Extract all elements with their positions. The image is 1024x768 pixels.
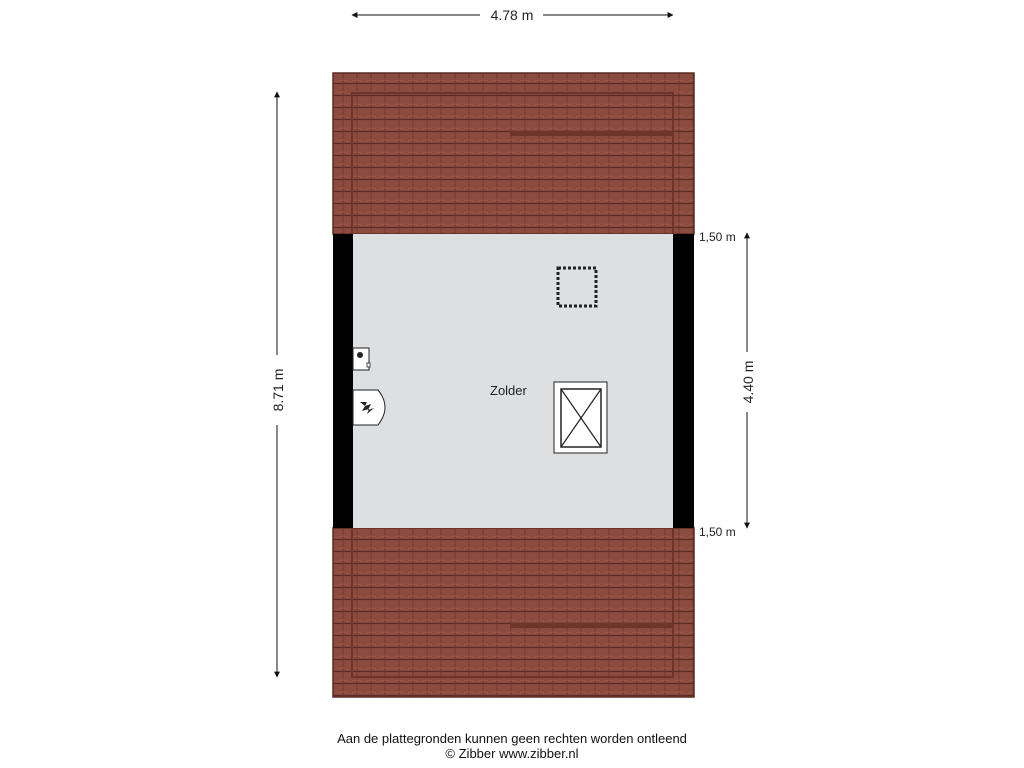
disclaimer-text: Aan de plattegronden kunnen geen rechten worden ontleend: [337, 731, 687, 746]
room-floor: [333, 234, 694, 528]
dimension-height: [270, 92, 286, 677]
dimension-width-label: 4.78 m: [490, 7, 534, 23]
stair-opening: [554, 382, 607, 453]
dimension-height-label: 8.71 m: [270, 368, 286, 412]
dimension-interior: [699, 230, 756, 539]
roof-bottom: [333, 528, 694, 697]
dimension-interior-label: 4.40 m: [740, 360, 756, 404]
meter-unit-tab: [367, 363, 370, 367]
wall-left: [333, 234, 353, 528]
roof-top-overlay: [333, 73, 694, 234]
roof-bottom-overlay: [333, 528, 694, 697]
dimension-eave-bottom-label: 1,50 m: [699, 525, 736, 539]
roof-bottom-ridge: [510, 623, 673, 628]
room-label: Zolder: [490, 383, 527, 398]
roof-top: [333, 73, 694, 234]
roof-top-ridge: [510, 131, 673, 136]
meter-unit-dot: [357, 352, 363, 358]
dimension-eave-top-label: 1,50 m: [699, 230, 736, 244]
boiler: [353, 390, 385, 425]
copyright-text: © Zibber www.zibber.nl: [445, 746, 579, 761]
wall-right: [673, 234, 694, 528]
meter-unit: [353, 348, 370, 370]
room-zolder: [333, 234, 694, 528]
dimension-width: [352, 7, 673, 23]
